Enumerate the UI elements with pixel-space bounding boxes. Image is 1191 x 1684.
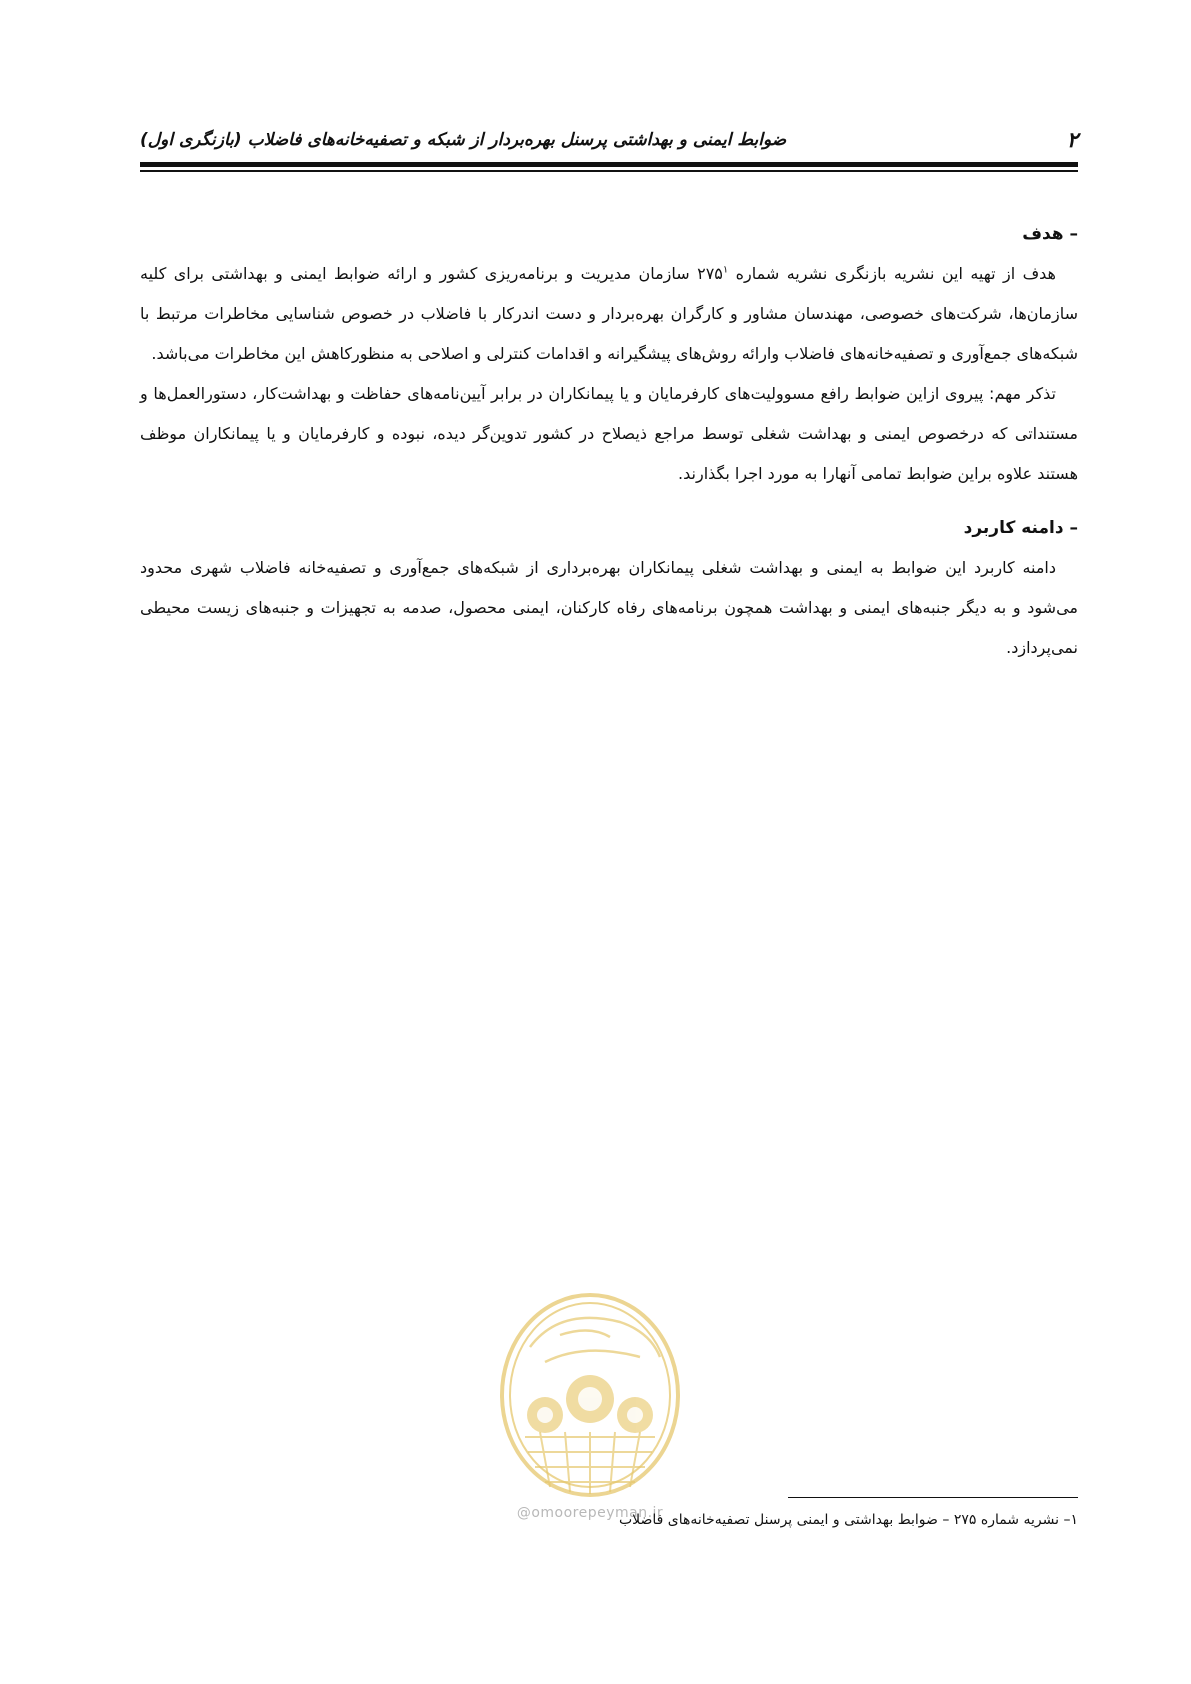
section-heading-goal: – هدف	[1022, 224, 1078, 244]
page-number: ۲	[1066, 128, 1078, 152]
section-scope	[140, 508, 1078, 668]
header-rule-thick	[140, 162, 1078, 167]
footnote-separator	[788, 1497, 1078, 1498]
running-title: ضوابط ایمنی و بهداشتی پرسنل بهره‌بردار از شبکه و تصفیه‌خانه‌های فاضلاب (بازنگری اول)	[140, 130, 787, 150]
header-rule-thin	[140, 170, 1078, 172]
section-gap	[140, 494, 1078, 508]
paragraph-text: هدف از تهیه این نشریه بازنگری نشریه شماره ۲۷۵	[697, 264, 1056, 283]
paragraph-scope-1: دامنه کاربرد این ضوابط به ایمنی و بهداشت شغلی پیمانکاران بهره‌برداری از شبکه‌های جمع‌آوری و تصفیه‌خانه فاضلاب شهری محدود می‌شود و به دیگر جنبه‌های ایمنی و بهداشت همچون برنامه‌های رفاه کارکنان، ایمنی محصول، صدمه به تجهیزات و جنبه‌های زیست محیطی نمی‌پردازد.	[140, 558, 1078, 657]
seal-emblem-icon	[490, 1287, 690, 1507]
main-content	[140, 214, 1078, 668]
paragraph-goal-1	[140, 254, 1078, 374]
watermark-seal	[490, 1287, 690, 1527]
footnote: ۱– نشریه شماره ۲۷۵ – ضوابط بهداشتی و ایمنی پرسنل تصفیه‌خانه‌های فاضلاب	[618, 1512, 1078, 1528]
section-heading-scope: – دامنه کاربرد	[963, 518, 1078, 538]
section-goal	[140, 214, 1078, 494]
page-header	[140, 124, 1078, 164]
paragraph-goal-note: تذکر مهم: پیروی ازاین ضوابط رافع مسوولیت‌های کارفرمایان و یا پیمانکاران در برابر آیین‌نامه‌های حفاظت و بهداشت‌کار، دستورالعمل‌ها و مستنداتی که درخصوص ایمنی و بهداشت شغلی توسط مراجع ذیصلاح در کشور تدوین‌گر دیده، نبوده و کارفرمایان و یا پیمانکاران موظف هستند علاوه براین ضوابط تمامی آنهارا به مورد اجرا بگذارند.	[140, 384, 1078, 483]
footnote-ref: ۱	[722, 264, 729, 276]
watermark-site: @omoorepeyman.ir	[516, 1505, 664, 1521]
paragraph-text: سازمان مدیریت و برنامه‌ریزی کشور و ارائه ضوابط ایمنی و بهداشتی برای کلیه سازمان‌ها، شرکت‌های خصوصی، مهندسان مشاور و کارگران بهره‌بردار و دست اندرکار با فاضلاب در خصوص شناسایی مخاطرات مرتبط با شبکه‌های جمع‌آوری و تصفیه‌خانه‌های فاضلاب وارائه روش‌های پیشگیرانه و اقدامات کنترلی و اصلاحی به منظورکاهش این مخاطرات می‌باشد.	[140, 264, 1078, 363]
